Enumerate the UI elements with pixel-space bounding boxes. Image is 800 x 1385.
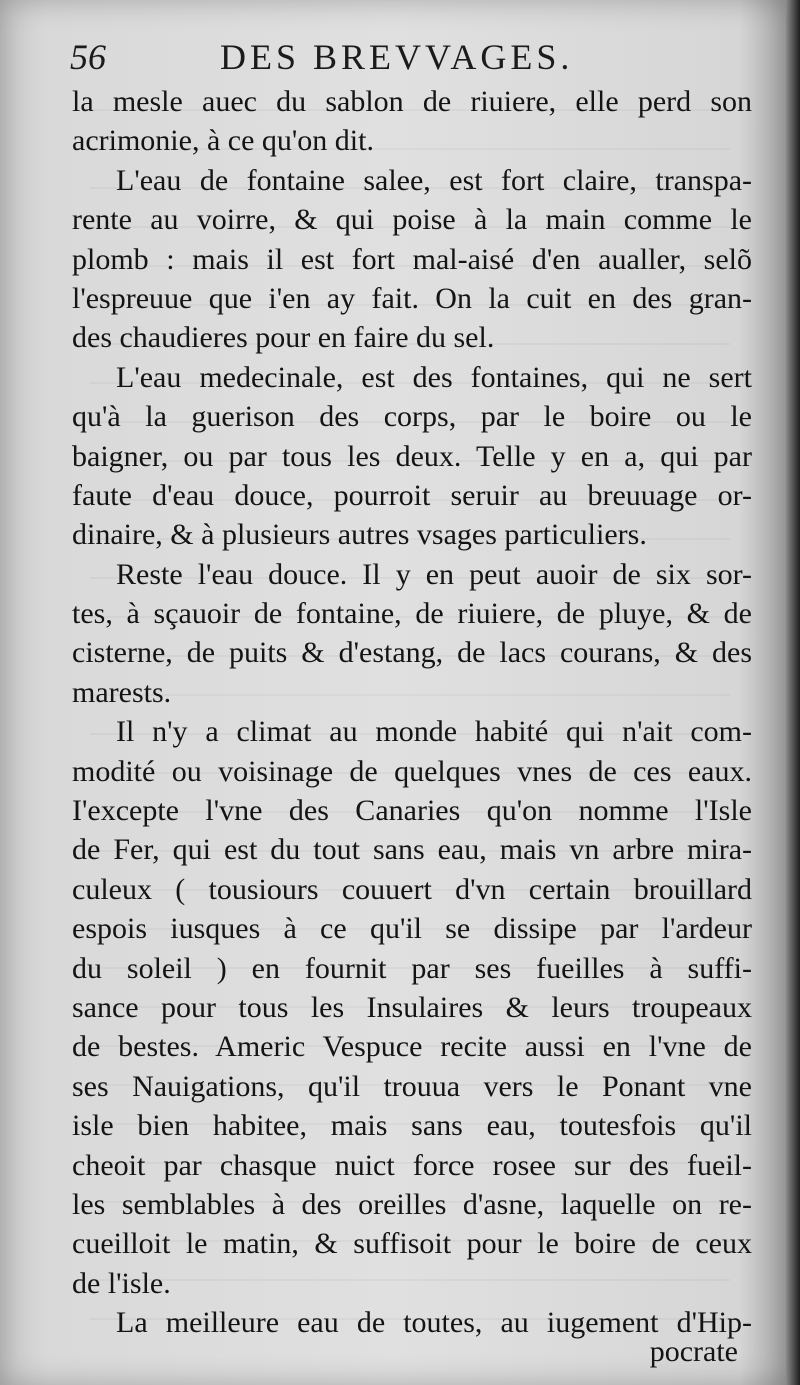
text-line: cueilloit le matin, & suffisoit pour le boire de ceux [72, 1227, 752, 1261]
paragraph-first-line: Il n'y a climat au monde habité qui n'ait com- [116, 715, 752, 749]
paragraph-first-line: L'eau de fontaine salee, est fort claire, transpa- [116, 163, 752, 197]
text-line: la mesle auec du sablon de riuiere, elle perd son [72, 85, 752, 118]
text-line: tes, à sçauoir de fontaine, de riuiere, de pluye, & de [72, 597, 752, 631]
text-line: plomb : mais il est fort mal-aisé d'en aualler, selõ [72, 242, 752, 276]
text-line: dinaire, & à plusieurs autres vsages particuliers. [72, 518, 647, 552]
paragraph-first-line: L'eau medecinale, est des fontaines, qui ne sert [116, 360, 752, 394]
running-head: DES BREVVAGES. [220, 37, 574, 77]
text-line: baigner, ou par tous les deux. Telle y en a, qui par [72, 439, 752, 473]
text-line: l'espreuue que i'en ay fait. On la cuit en des gran- [72, 281, 752, 315]
catchword: pocrate [649, 1335, 738, 1368]
text-line: de Fer, qui est du tout sans eau, mais vn arbre mira- [72, 833, 752, 867]
text-line: cheoit par chasque nuict force rosee sur des fueil- [72, 1148, 752, 1182]
page-number: 56 [70, 37, 106, 77]
text-line: qu'à la guerison des corps, par le boire ou le [72, 400, 752, 434]
body-text [72, 82, 752, 1343]
text-line: du soleil ) en fournit par ses fueilles à suffi- [72, 951, 752, 985]
text-line: acrimonie, à ce qu'on dit. [72, 124, 374, 158]
text-line: espois iusques à ce qu'il se dissipe par l'ardeur [72, 912, 752, 946]
text-line: rente au voirre, & qui poise à la main comme le [72, 203, 752, 237]
text-line: de l'isle. [72, 1266, 171, 1300]
text-line: les semblables à des oreilles d'asne, laquelle on re- [72, 1187, 752, 1221]
page-header [70, 32, 750, 88]
text-line: de bestes. Americ Vespuce recite aussi en l'vne de [72, 1030, 752, 1064]
text-line: isle bien habitee, mais sans eau, toutesfois qu'il [72, 1109, 752, 1143]
text-line: faute d'eau douce, pourroit seruir au breuuage or- [72, 478, 752, 512]
text-line: I'excepte l'vne des Canaries qu'on nomme l'Isle [72, 794, 752, 828]
text-line: des chaudieres pour en faire du sel. [72, 321, 495, 355]
text-line: ses Nauigations, qu'il trouua vers le Ponant vne [72, 1069, 752, 1103]
text-line: sance pour tous les Insulaires & leurs troupeaux [72, 990, 752, 1024]
text-line: marests. [72, 675, 172, 709]
paragraph-first-line: La meilleure eau de toutes, au iugement d'Hip- [116, 1306, 752, 1340]
paragraph-first-line: Reste l'eau douce. Il y en peut auoir de six sor- [116, 557, 752, 591]
page-edge-shadow [786, 0, 800, 1385]
text-line: culeux ( tousiours couuert d'vn certain brouillard [72, 872, 752, 906]
text-line: modité ou voisinage de quelques vnes de ces eaux. [72, 754, 752, 788]
text-line: cisterne, de puits & d'estang, de lacs courans, & des [72, 636, 752, 670]
